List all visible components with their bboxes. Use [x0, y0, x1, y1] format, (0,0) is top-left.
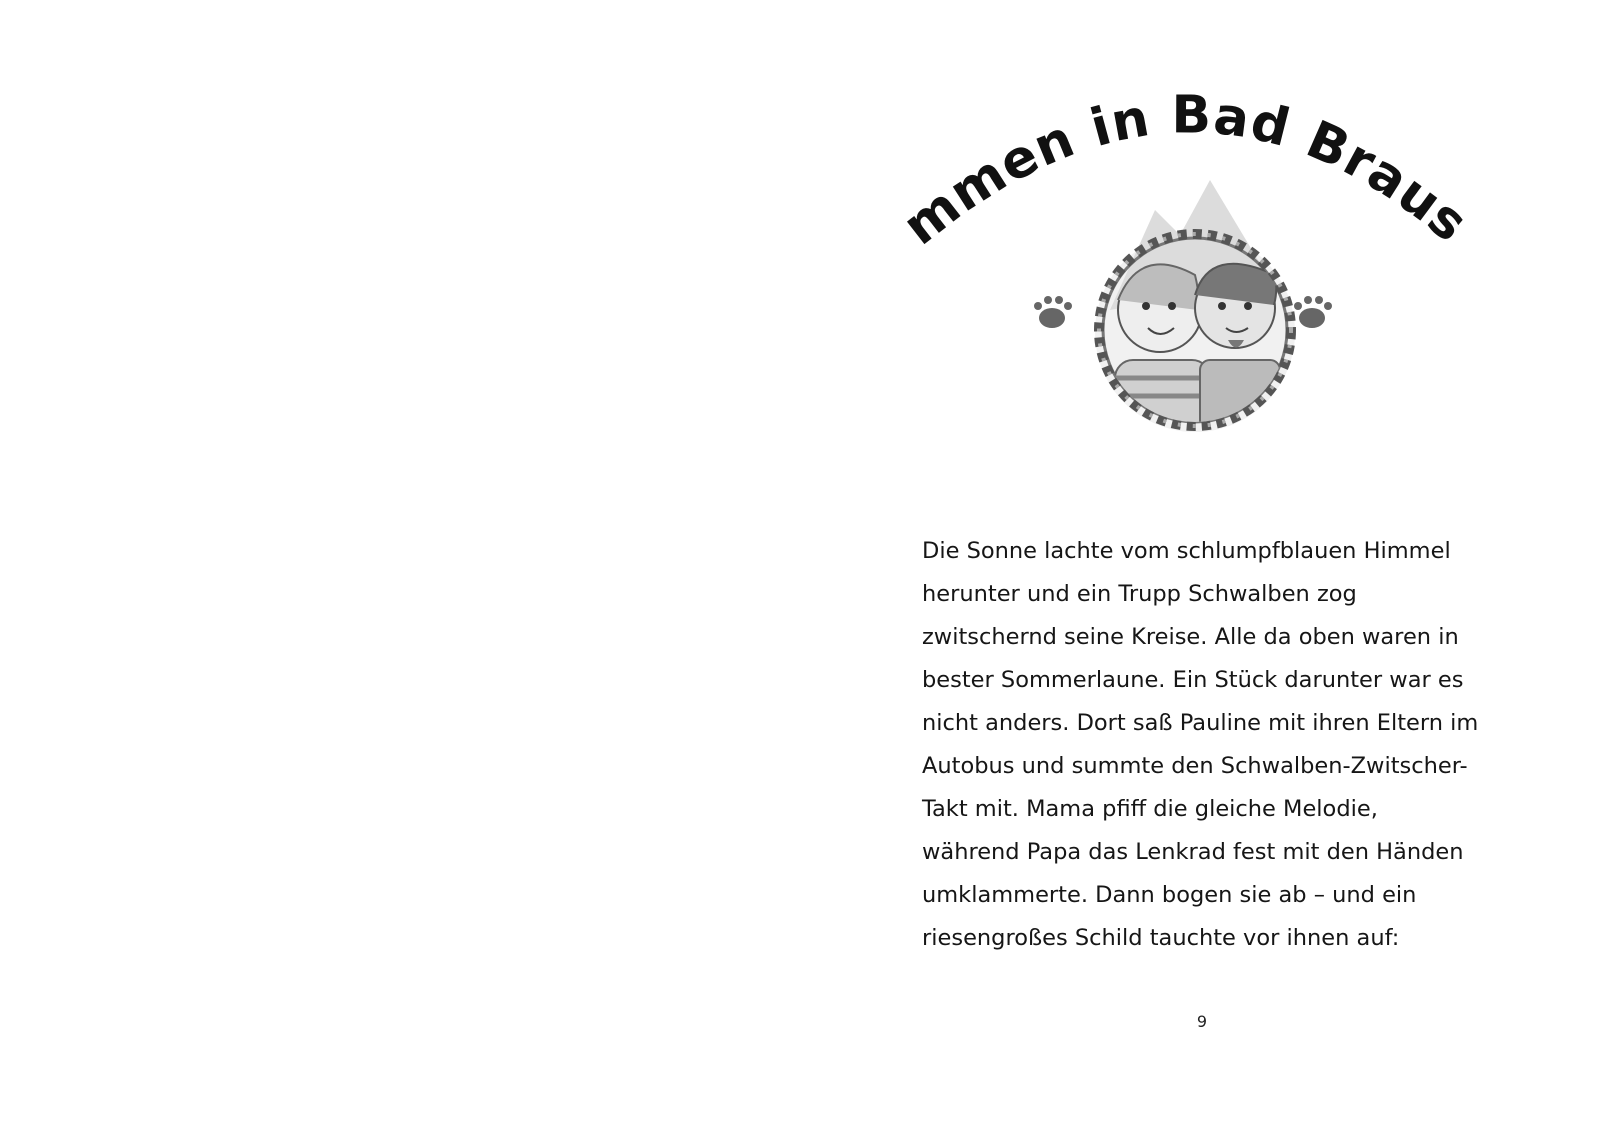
chapter-header-graphic	[880, 13, 1490, 460]
body-line: während Papa das Lenkrad fest mit den Händen	[922, 839, 1464, 865]
portrait-emblem-icon	[1034, 180, 1332, 432]
body-line: umklammerte. Dann bogen sie ab – und ein	[922, 882, 1417, 908]
chapter-title	[881, 13, 1479, 257]
body-line: Takt mit. Mama pfiff die gleiche Melodie,	[922, 796, 1378, 822]
page-number: 9	[1196, 1012, 1208, 1031]
right-page	[800, 0, 1600, 1130]
body-paragraph	[922, 530, 1482, 960]
body-line: nicht anders. Dort saß Pauline mit ihren Eltern im	[922, 710, 1479, 736]
body-line: Autobus und summte den Schwalben-Zwitscher-	[922, 753, 1468, 779]
body-line: bester Sommerlaune. Ein Stück darunter war es	[922, 667, 1464, 693]
body-line: zwitschernd seine Kreise. Alle da oben waren in	[922, 624, 1459, 650]
chapter-header	[880, 13, 1490, 460]
body-line: riesengroßes Schild tauchte vor ihnen auf:	[922, 925, 1400, 951]
body-line: Die Sonne lachte vom schlumpfblauen Himmel	[922, 538, 1451, 564]
paw-print-left-icon	[1034, 296, 1072, 328]
paw-print-right-icon	[1294, 296, 1332, 328]
chapter-title-path: Willkommen in Bad Brausewind!	[880, 13, 1480, 258]
body-line: herunter und ein Trupp Schwalben zog	[922, 581, 1357, 607]
